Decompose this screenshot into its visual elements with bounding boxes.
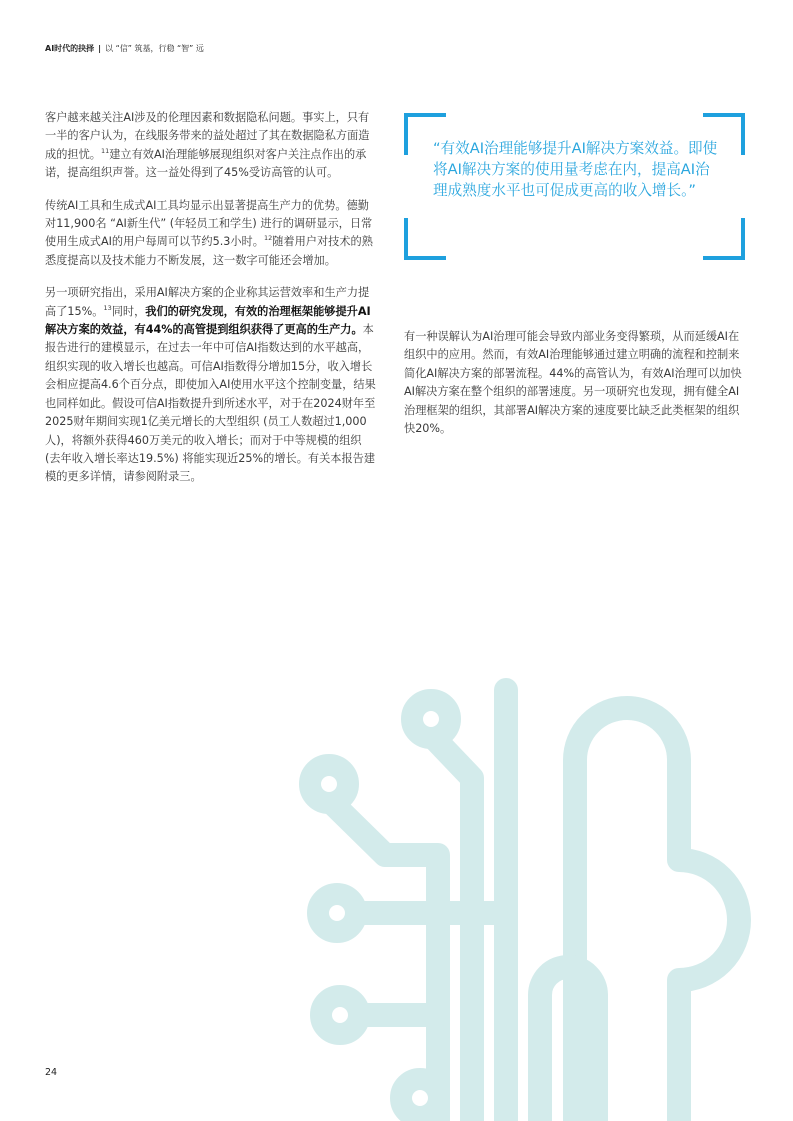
paragraph-privacy (45, 109, 380, 183)
paragraph-text: 建立有效AI治理能够展现组织对客户关注点作出的承诺，提高组织声誉。这一益处得到了45%受访高管的认可。 (45, 147, 367, 180)
footnote-ref: 12 (263, 234, 273, 243)
right-column (404, 328, 747, 452)
paragraph-text: 传统AI工具和生成式AI工具均显示出显著提高生产力的优势。德勤对11,900名 “AI新生代” (年轻员工和学生) 进行的调研显示，日常使用生成式AI的用户每周可以节约5.3小时。 (45, 198, 373, 249)
running-header (45, 43, 204, 55)
paragraph-text: 同时， (111, 304, 146, 318)
report-title: AI时代的抉择 (45, 44, 95, 53)
footnote-ref: 11 (100, 146, 110, 155)
report-subtitle: 以 “信” 筑基，行稳 “智” 远 (105, 44, 204, 53)
paragraph-deployment: 有一种误解认为AI治理可能会导致内部业务变得繁琐，从而延缓AI在组织中的应用。然而，有效AI治理能够通过建立明确的流程和控制来简化AI解决方案的部署流程。44%的高管认为，有效AI治理可以加快AI解决方案在整个组织的部署速度。另一项研究也发现，拥有健全AI治理框架的组织，其部署AI解决方案的速度要比缺乏此类框架的组织快20%。 (404, 330, 742, 436)
key-finding: 我们的研究发现，有效的治理框架能够提升AI解决方案的效益，有44%的高管提到组织获得了更高的生产力。 (45, 304, 371, 337)
paragraph-efficiency (45, 284, 380, 486)
bracket-corner (703, 218, 745, 260)
page-number: 24 (45, 1067, 58, 1078)
footnote-ref: 13 (103, 303, 112, 312)
paragraph-productivity (45, 197, 380, 271)
paragraph-text: 另一项研究指出，采用AI解决方案的企业称其运营效率和生产力提高了15%。 (45, 286, 370, 318)
pull-quote (404, 113, 745, 260)
left-column (45, 109, 380, 501)
paragraph-text: 本报告进行的建模显示，在过去一年中可信AI指数达到的水平越高，组织实现的收入增长也越高。可信AI指数得分增加15分，收入增长会相应提高4.6个百分点，即使加入AI使用水平这个控制变量，结果也同样如此。假设可信AI指数提升到所述水平，对于在2024财年至2025财年期间实现1亿美元增长的大型组织 (员工人数超过1,000人)，将额外获得460万美元的收入增长；而对于中等规模的组织 (去年收入增长率达19.5%) 将能实现近25%的增长。有关本报告建模的更多详情，请参阅附录三。 (45, 323, 376, 484)
paragraph-text: 随着用户对技术的熟悉度提高以及技术能力不断发展，这一数字可能还会增加。 (45, 235, 373, 267)
bracket-corner (404, 218, 446, 260)
header-separator: | (98, 44, 102, 53)
paragraph-text: 客户越来越关注AI涉及的伦理因素和数据隐私问题。事实上，只有一半的客户认为，在线服务带来的益处超过了其在数据隐私方面造成的担忧。 (45, 111, 370, 161)
brain-circuit-icon (290, 660, 793, 1121)
pull-quote-text: “有效AI治理能够提升AI解决方案效益。即使将AI解决方案的使用量考虑在内，提高AI治理成熟度水平也可促成更高的收入增长。” (433, 140, 718, 199)
